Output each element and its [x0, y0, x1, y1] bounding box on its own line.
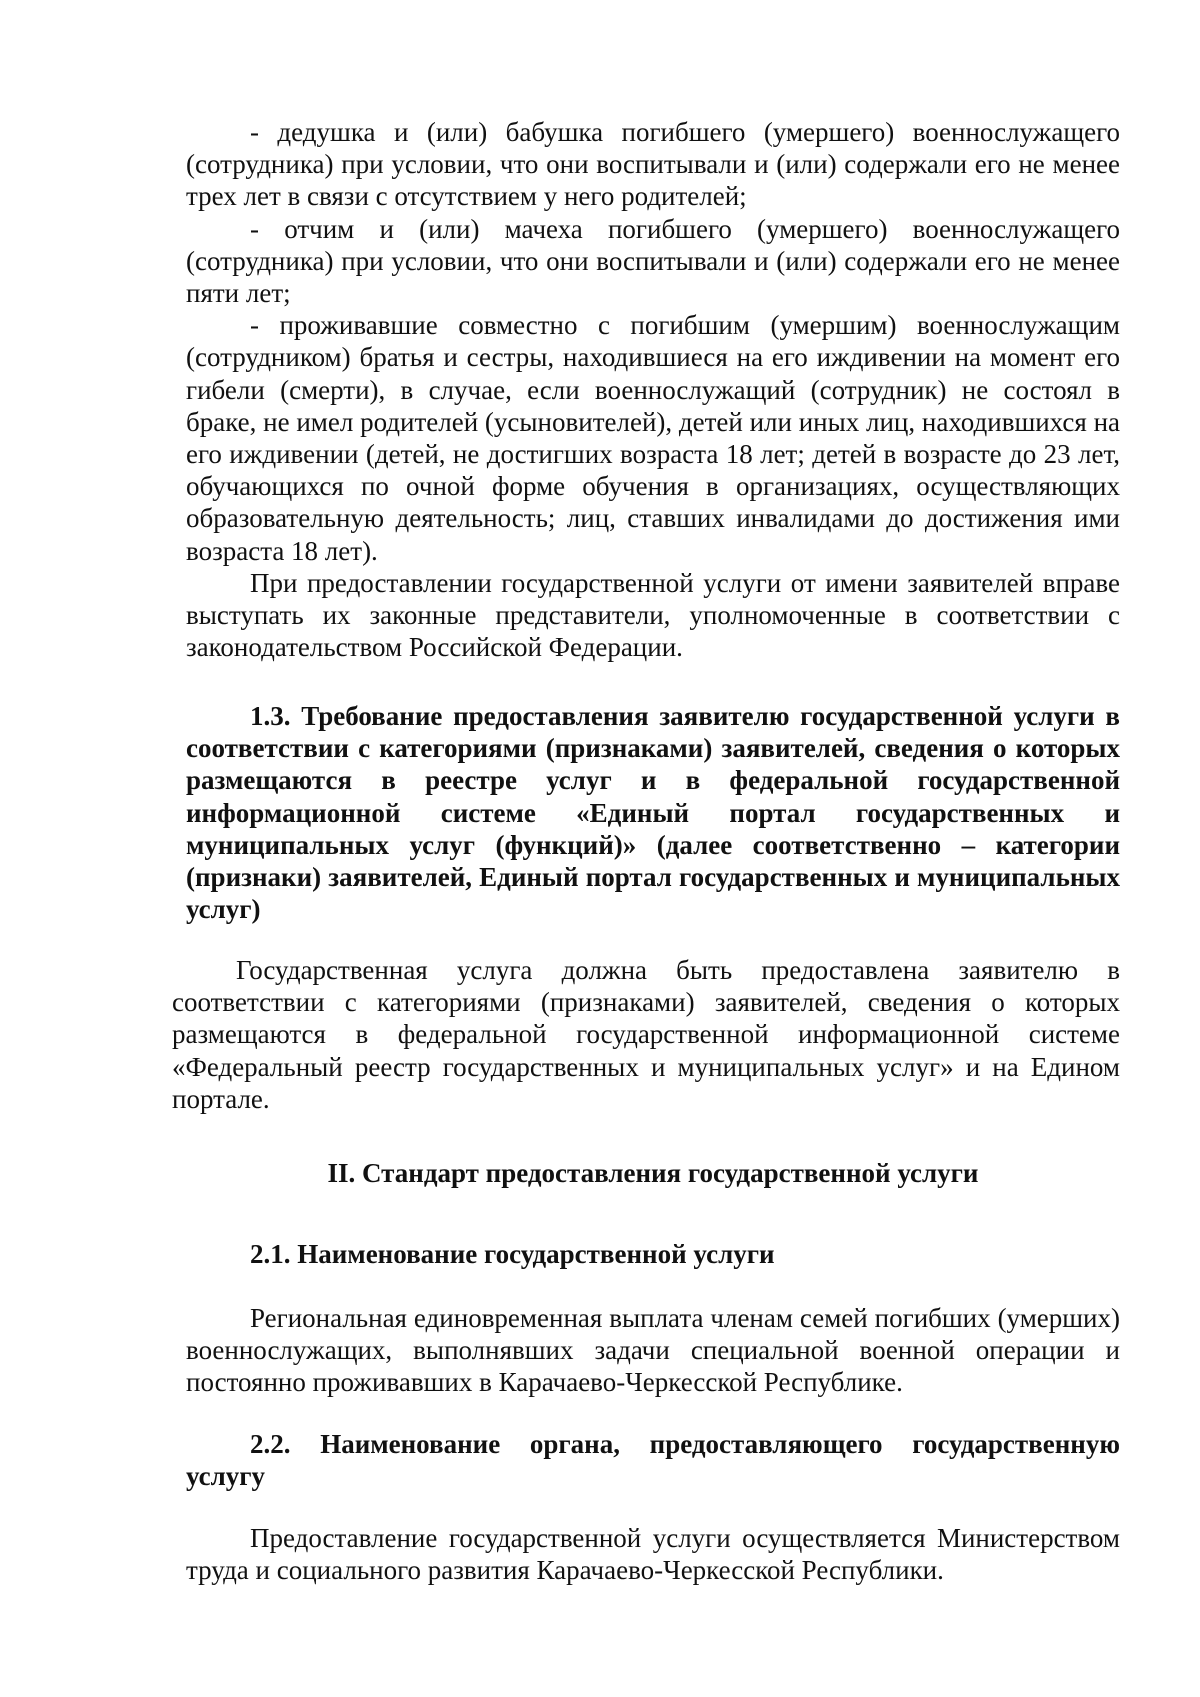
section-2-2-body: Предоставление государственной услуги осуществляется Министерством труда и социального развития Карачаево-Черкесской Республики.: [186, 1523, 1120, 1586]
section-1-3-heading: 1.3. Требование предоставления заявителю государственной услуги в соответствии с категориями (признаками) заявителей, сведения о которых размещаются в реестре услуг и в федеральной государственной информационной системе «Единый портал государственных и муниципальных услуг (функций)» (далее соответственно – категории (признаки) заявителей, Единый портал государственных и муниципальных услуг): [186, 701, 1120, 925]
section-ii-heading: II. Стандарт предоставления государственной услуги: [327, 1158, 979, 1188]
family-members-list: [186, 116, 1120, 663]
list-item-grandparents: - дедушка и (или) бабушка погибшего (умершего) военнослужащего (сотрудника) при условии, что они воспитывали и (или) содержали его не менее трех лет в связи с отсутствием у него родителей;: [186, 117, 1120, 212]
list-item-stepparents: - отчим и (или) мачеха погибшего (умершего) военнослужащего (сотрудника) при условии, что они воспитывали и (или) содержали его не менее пяти лет;: [186, 213, 1120, 309]
section-2-2-heading: 2.2. Наименование органа, предоставляющего государственную услугу: [186, 1429, 1120, 1492]
section-1-3-body: Государственная услуга должна быть предоставлена заявителю в соответствии с категориями (признаками) заявителей, сведения о которых размещаются в федеральной государственной информационной системе «Федеральный реестр государственных и муниципальных услуг» и на Едином портале.: [172, 955, 1120, 1114]
representatives-paragraph: При предоставлении государственной услуги от имени заявителей вправе выступать их законные представители, уполномоченные в соответствии с законодательством Российской Федерации.: [186, 567, 1120, 663]
list-item-siblings: - проживавшие совместно с погибшим (умершим) военнослужащим (сотрудником) братья и сестры, находившиеся на его иждивении на момент его гибели (смерти), в случае, если военнослужащий (сотрудник) не состоял в браке, не имел родителей (усыновителей), детей или иных лиц, находившихся на его иждивении (детей, не достигших возраста 18 лет; детей в возрасте до 23 лет, обучающихся по очной форме обучения в организациях, осуществляющих образовательную деятельность; лиц, ставших инвалидами до достижения ими возраста 18 лет).: [186, 310, 1120, 566]
section-2-1-heading: 2.1. Наименование государственной услуги: [250, 1239, 775, 1269]
section-2-1-body: Региональная единовременная выплата членам семей погибших (умерших) военнослужащих, выполнявших задачи специальной военной операции и постоянно проживавших в Карачаево-Черкесской Республике.: [186, 1303, 1120, 1398]
